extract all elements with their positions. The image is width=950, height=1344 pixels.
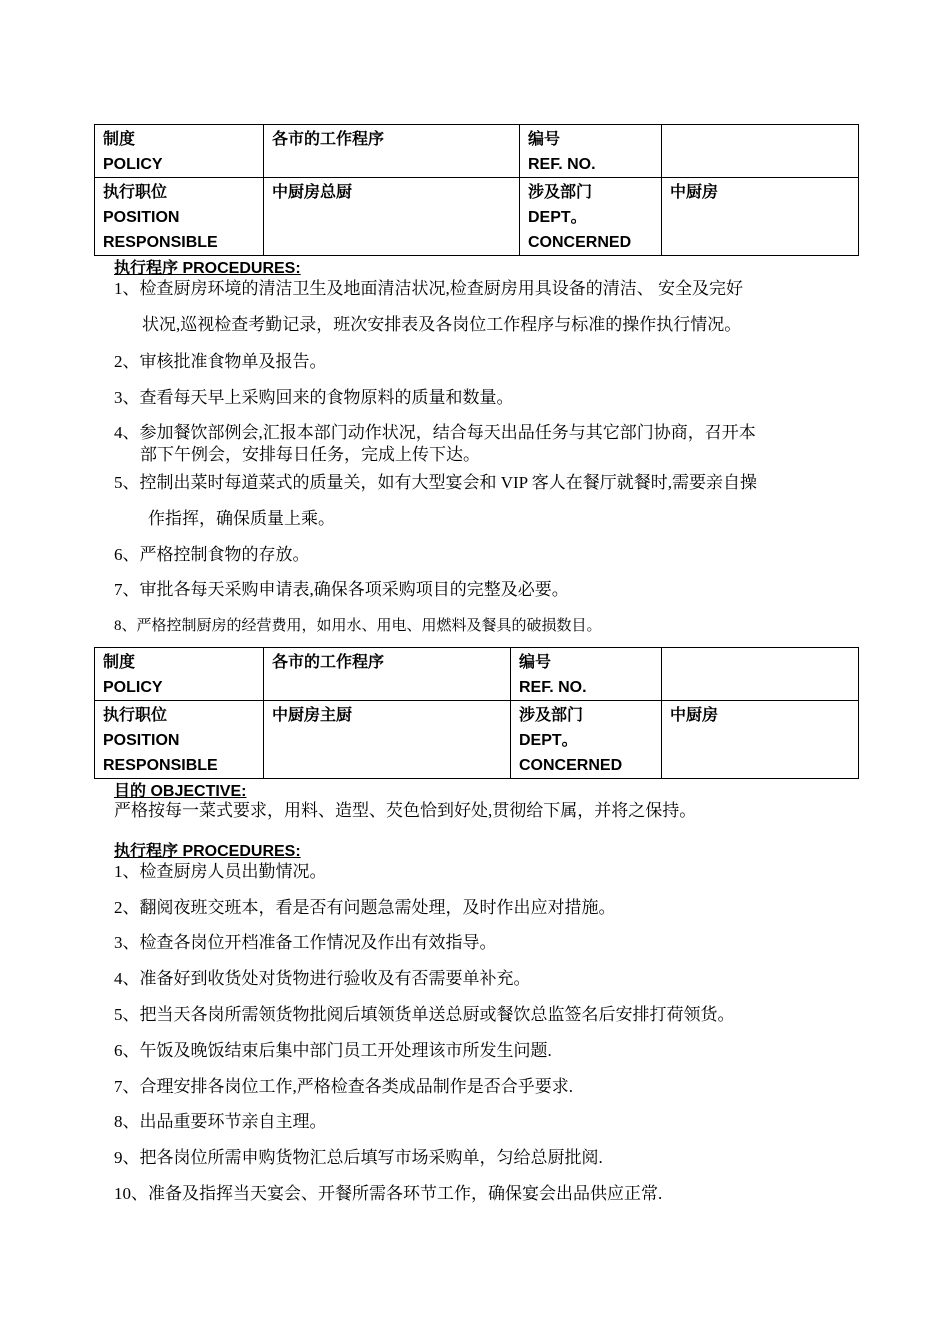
policy-value-cell	[264, 125, 520, 178]
procedure-2-10: 10、准备及指挥当天宴会、开餐所需各环节工作，确保宴会出品供应正常.	[114, 1184, 663, 1203]
ref-label-en: REF. NO.	[528, 156, 596, 173]
procedure-2-8: 8、出品重要环节亲自主理。	[114, 1112, 327, 1131]
dept-label-en1: DEPT。	[528, 209, 587, 226]
procedure-2-5: 5、把当天各岗所需领货物批阅后填领货单送总厨或餐饮总监签名后安排打荷领货。	[114, 1005, 735, 1024]
policy-value: 各市的工作程序	[272, 131, 385, 148]
procedure-1-5-line1: 5、控制出菜时每道菜式的质量关，如有大型宴会和 VIP 客人在餐厅就餐时,需要亲自操	[114, 473, 758, 492]
position-label-cell	[95, 178, 264, 256]
policy-label-en: POLICY	[103, 156, 163, 173]
procedure-2-3: 3、检查各岗位开档准备工作情况及作出有效指导。	[114, 933, 497, 952]
policy-value: 各市的工作程序	[272, 654, 385, 671]
position-value-cell	[264, 178, 520, 256]
policy-label-cn: 制度	[103, 654, 136, 671]
ref-label-cell	[511, 648, 662, 701]
procedure-1-3: 3、查看每天早上采购回来的食物原料的质量和数量。	[114, 388, 514, 407]
procedure-1-1-line2: 状况,巡视检查考勤记录，班次安排表及各岗位工作程序与标准的操作执行情况。	[142, 315, 742, 334]
dept-value: 中厨房	[670, 707, 719, 724]
position-value: 中厨房主厨	[272, 707, 353, 724]
position-label-en1: POSITION	[103, 732, 180, 749]
procedure-1-5-line2: 作指挥，确保质量上乘。	[148, 509, 335, 528]
procedure-2-2: 2、翻阅夜班交班本，看是否有问题急需处理，及时作出应对措施。	[114, 898, 616, 917]
procedures-heading-2: 执行程序 PROCEDURES:	[114, 843, 301, 860]
ref-label-en: REF. NO.	[519, 679, 587, 696]
objective-text: 严格按每一菜式要求，用料、造型、芡色恰到好处,贯彻给下属，并将之保持。	[114, 801, 697, 820]
position-label-en2: RESPONSIBLE	[103, 757, 218, 774]
procedure-1-1-line1: 1、检查厨房环境的清洁卫生及地面清洁状况,检查厨房用具设备的清洁、 安全及完好	[114, 279, 743, 298]
ref-value-cell	[662, 648, 859, 701]
procedure-1-4-line1: 4、参加餐饮部例会,汇报本部门动作状况，结合每天出品任务与其它部门协商，召开本	[114, 423, 756, 442]
procedure-1-1	[114, 276, 743, 338]
procedure-2-4: 4、准备好到收货处对货物进行验收及有否需要单补充。	[114, 969, 531, 988]
ref-value-cell	[662, 125, 859, 178]
dept-label-cn: 涉及部门	[519, 707, 584, 724]
procedure-1-4	[114, 420, 756, 468]
dept-value: 中厨房	[670, 184, 719, 201]
procedure-2-1: 1、检查厨房人员出勤情况。	[114, 862, 327, 881]
objective-heading: 目的 OBJECTIVE:	[114, 783, 247, 800]
procedures-heading-1: 执行程序 PROCEDURES:	[114, 260, 301, 277]
procedure-1-5	[114, 470, 757, 532]
procedure-1-7: 7、审批各每天采购申请表,确保各项采购项目的完整及必要。	[114, 580, 569, 599]
dept-label-cn: 涉及部门	[528, 184, 593, 201]
policy-label-cell	[95, 125, 264, 178]
procedure-2-9: 9、把各岗位所需申购货物汇总后填写市场采购单，匀给总厨批阅.	[114, 1148, 603, 1167]
dept-value-cell	[662, 701, 859, 779]
header-table-1	[94, 124, 859, 256]
dept-label-en2: CONCERNED	[519, 757, 623, 774]
policy-label-en: POLICY	[103, 679, 163, 696]
dept-label-cell	[511, 701, 662, 779]
policy-value-cell	[264, 648, 511, 701]
position-label-en1: POSITION	[103, 209, 180, 226]
procedure-1-4-line2: 部下午例会，安排每日任务，完成上传下达。	[140, 445, 480, 464]
dept-label-cell	[520, 178, 662, 256]
policy-label-cn: 制度	[103, 131, 136, 148]
dept-label-en1: DEPT。	[519, 732, 578, 749]
procedure-1-6: 6、严格控制食物的存放。	[114, 545, 310, 564]
ref-label-cn: 编号	[528, 131, 561, 148]
position-label-cn: 执行职位	[103, 707, 168, 724]
position-value: 中厨房总厨	[272, 184, 353, 201]
position-label-en2: RESPONSIBLE	[103, 234, 218, 251]
procedure-2-6: 6、午饭及晚饭结束后集中部门员工开处理该市所发生问题.	[114, 1041, 552, 1060]
position-label-cell	[95, 701, 264, 779]
header-table-2	[94, 647, 859, 779]
dept-value-cell	[662, 178, 859, 256]
dept-label-en2: CONCERNED	[528, 234, 632, 251]
ref-label-cn: 编号	[519, 654, 552, 671]
position-value-cell	[264, 701, 511, 779]
procedure-2-7: 7、合理安排各岗位工作,严格检查各类成品制作是否合乎要求.	[114, 1077, 573, 1096]
procedure-1-2: 2、审核批准食物单及报告。	[114, 352, 327, 371]
ref-label-cell	[520, 125, 662, 178]
procedure-1-8: 8、严格控制厨房的经营费用，如用水、用电、用燃料及餐具的破损数目。	[114, 618, 602, 634]
policy-label-cell	[95, 648, 264, 701]
position-label-cn: 执行职位	[103, 184, 168, 201]
